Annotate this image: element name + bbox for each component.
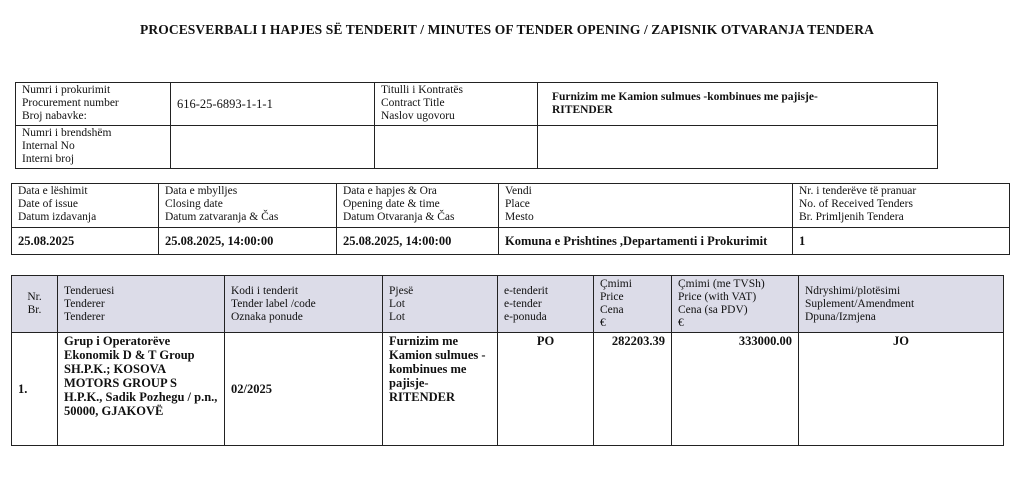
col-header-amendment: Ndryshimi/plotësimi Suplement/Amendment Dpuna/Izmjena bbox=[799, 276, 1004, 333]
col-header-price: Çmimi Price Cena € bbox=[594, 276, 672, 333]
row-tenderer: Grup i Operatorëve Ekonomik D & T Group SH.P.K.; KOSOVA MOTORS GROUP S H.P.K., Sadik Pozhegu / p.n., 50000, GJAKOVË bbox=[58, 333, 225, 446]
row-number: 1. bbox=[12, 333, 58, 446]
col-header-etender: e-tenderit e-tender e-ponuda bbox=[498, 276, 594, 333]
contract-title-value: Furnizim me Kamion sulmues -kombinues me pajisje- RITENDER bbox=[538, 83, 938, 126]
empty-cell bbox=[538, 126, 938, 169]
internal-number-value bbox=[171, 126, 375, 169]
row-lot: Furnizim me Kamion sulmues -kombinues me pajisje- RITENDER bbox=[383, 333, 498, 446]
internal-number-label: Numri i brendshëm Internal No Interni broj bbox=[16, 126, 171, 169]
tenders-table bbox=[11, 275, 1004, 446]
col-header-code: Kodi i tenderit Tender label /code Oznaka ponude bbox=[225, 276, 383, 333]
opening-date-value: 25.08.2025, 14:00:00 bbox=[337, 228, 499, 255]
contract-title-label: Titulli i Kontratës Contract Title Naslov ugovoru bbox=[375, 83, 538, 126]
procurement-number-value: 616-25-6893-1-1-1 bbox=[171, 83, 375, 126]
place-value: Komuna e Prishtines ,Departamenti i Prokurimit bbox=[499, 228, 793, 255]
col-header-tenderer: Tenderuesi Tenderer Tenderer bbox=[58, 276, 225, 333]
row-price-vat: 333000.00 bbox=[672, 333, 799, 446]
row-etender: PO bbox=[498, 333, 594, 446]
col-header-no: Nr. Br. bbox=[12, 276, 58, 333]
closing-date-label: Data e mbylljes Closing date Datum zatvaranja & Čas bbox=[159, 184, 337, 228]
received-tenders-label: Nr. i tenderëve të pranuar No. of Received Tenders Br. Primljenih Tendera bbox=[793, 184, 1010, 228]
place-label: Vendi Place Mesto bbox=[499, 184, 793, 228]
issue-date-label: Data e lëshimit Date of issue Datum izdavanja bbox=[12, 184, 159, 228]
col-header-price-vat: Çmimi (me TVSh) Price (with VAT) Cena (sa PDV) € bbox=[672, 276, 799, 333]
col-header-lot: Pjesë Lot Lot bbox=[383, 276, 498, 333]
opening-date-label: Data e hapjes & Ora Opening date & time Datum Otvaranja & Čas bbox=[337, 184, 499, 228]
procurement-info-table bbox=[15, 82, 938, 169]
row-price: 282203.39 bbox=[594, 333, 672, 446]
closing-date-value: 25.08.2025, 14:00:00 bbox=[159, 228, 337, 255]
page-title: PROCESVERBALI I HAPJES SË TENDERIT / MINUTES OF TENDER OPENING / ZAPISNIK OTVARANJA TENDERA bbox=[140, 22, 874, 37]
received-count-value: 1 bbox=[793, 228, 1010, 255]
issue-date-value: 25.08.2025 bbox=[12, 228, 159, 255]
procurement-number-label: Numri i prokurimit Procurement number Broj nabavke: bbox=[16, 83, 171, 126]
row-code: 02/2025 bbox=[225, 333, 383, 446]
empty-cell bbox=[375, 126, 538, 169]
row-amendment: JO bbox=[799, 333, 1004, 446]
table-row bbox=[12, 333, 1004, 446]
dates-table bbox=[11, 183, 1010, 255]
